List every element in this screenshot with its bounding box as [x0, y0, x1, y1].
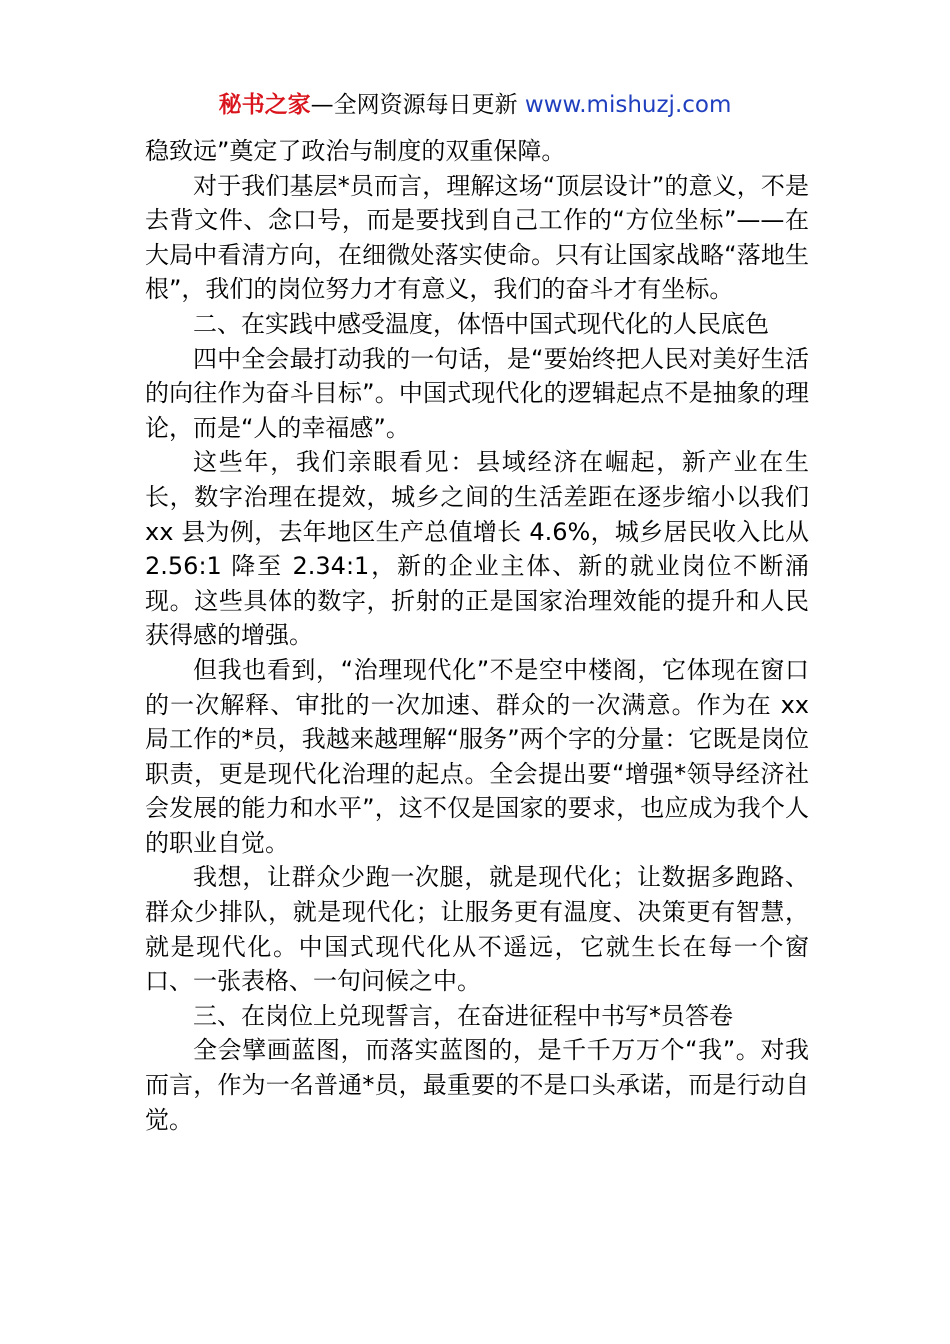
site-tagline: —全网资源每日更新	[310, 92, 525, 118]
document-body	[145, 134, 809, 1137]
section-heading: 二、在实践中感受温度，体悟中国式现代化的人民底色	[193, 309, 769, 338]
site-header	[0, 88, 950, 122]
section-heading: 三、在岗位上兑现誓言，在奋进征程中书写*员答卷	[193, 1001, 733, 1030]
paragraph: 我想，让群众少跑一次腿，就是现代化；让数据多跑路、群众少排队，就是现代化；让服务更有温度、决策更有智慧，就是现代化。中国式现代化从不遥远，它就生长在每一个窗口、一张表格、一句问候之中。	[145, 863, 809, 996]
paragraph: 四中全会最打动我的一句话，是“要始终把人民对美好生活的向往作为奋斗目标”。中国式现代化的逻辑起点不是抽象的理论，而是“人的幸福感”。	[145, 344, 809, 442]
site-url-link[interactable]: www.mishuzj.com	[524, 92, 732, 118]
paragraph: 但我也看到，“治理现代化”不是空中楼阁，它体现在窗口的一次解释、审批的一次加速、群众的一次满意。作为在 xx 局工作的*员，我越来越理解“服务”两个字的分量：它既是岗位职责，更是现代化治理的起点。全会提出要“增强*领导经济社会发展的能力和水平”，这不仅是国家的要求，也应成为我个人的职业自觉。	[145, 655, 809, 857]
paragraph: 这些年，我们亲眼看见：县域经济在崛起，新产业在生长，数字治理在提效，城乡之间的生活差距在逐步缩小以我们 xx 县为例，去年地区生产总值增长 4.6%，城乡居民收入比从 2.56:1 降至 2.34:1，新的企业主体、新的就业岗位不断涌现。这些具体的数字，折射的正是国家治理效能的提升和人民获得感的增强。	[145, 448, 809, 650]
paragraph: 对于我们基层*员而言，理解这场“顶层设计”的意义，不是去背文件、念口号，而是要找到自己工作的“方位坐标”——在大局中看清方向，在细微处落实使命。只有让国家战略“落地生根”，我们的岗位努力才有意义，我们的奋斗才有坐标。	[145, 171, 809, 304]
paragraph: 稳致远”奠定了政治与制度的双重保障。	[145, 137, 566, 165]
site-brand: 秘书之家	[218, 92, 311, 118]
paragraph: 全会擘画蓝图，而落实蓝图的，是千千万万个“我”。对我而言，作为一名普通*员，最重要的不是口头承诺，而是行动自觉。	[145, 1036, 809, 1134]
